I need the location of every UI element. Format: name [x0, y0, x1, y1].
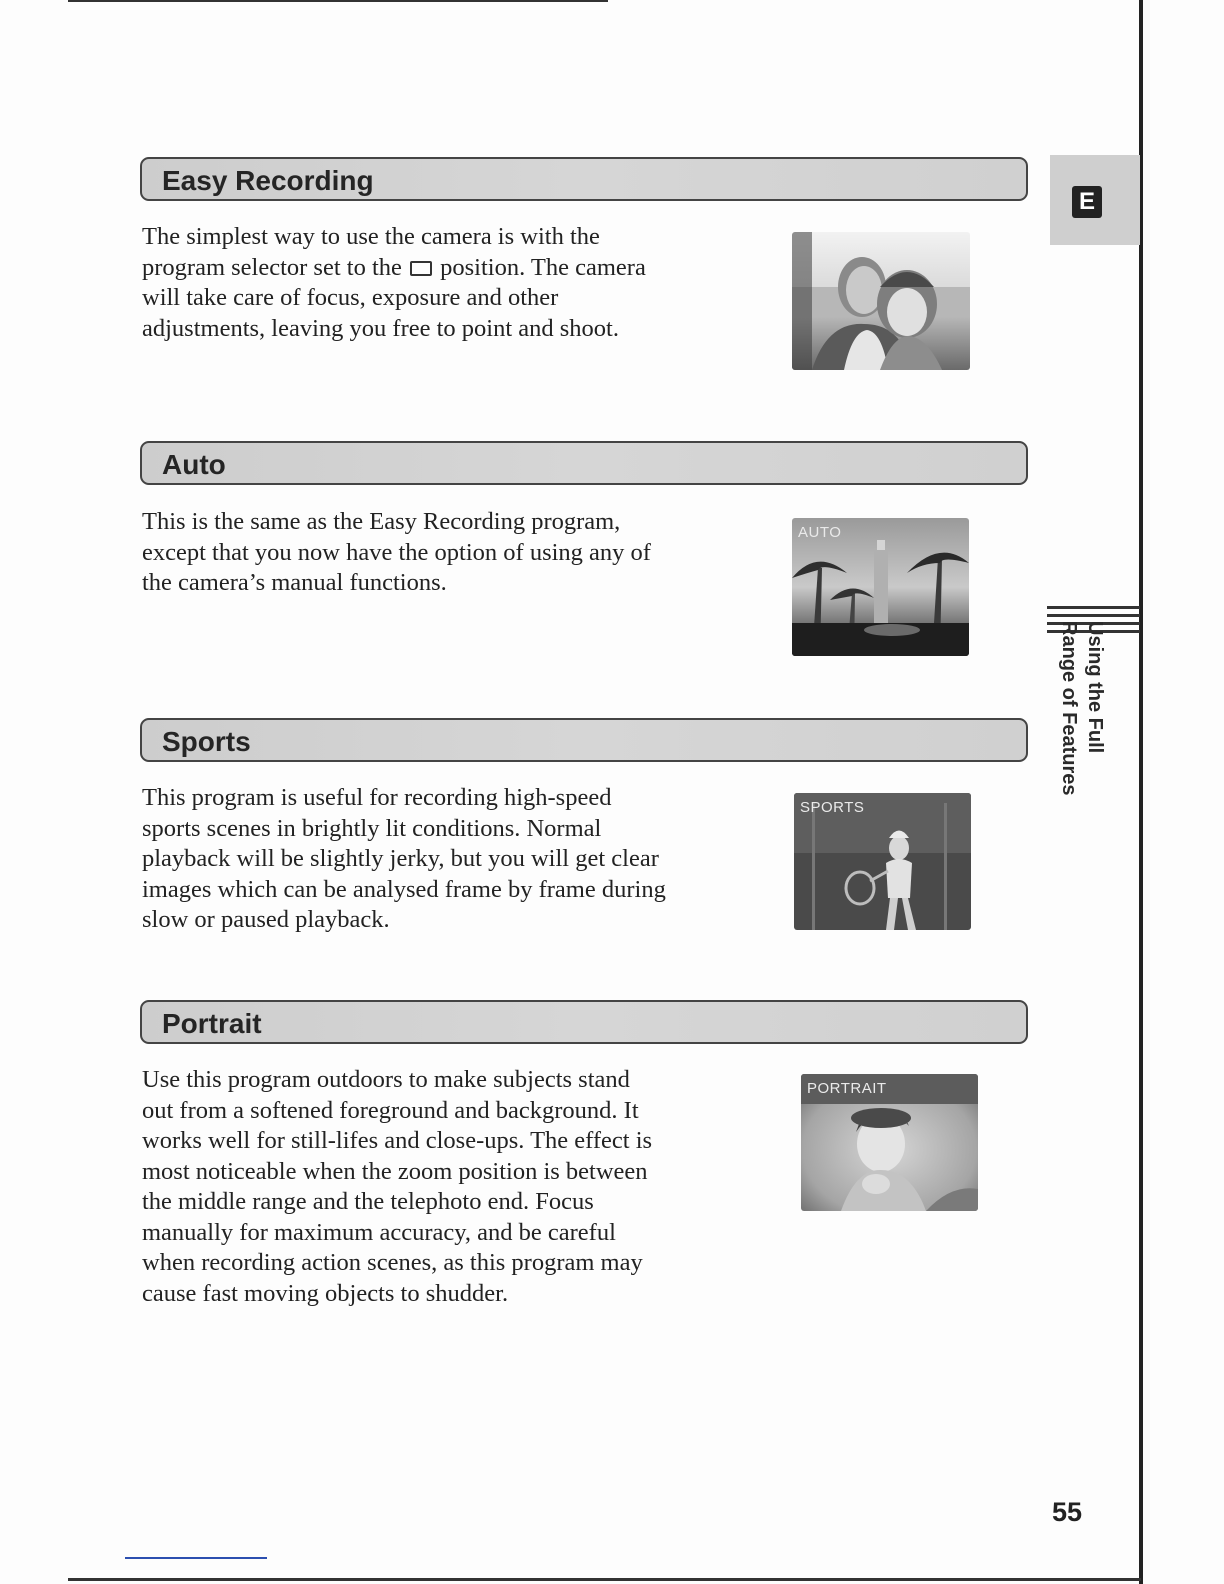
text-before-symbol: The simplest way to use the camera is with the program selector set to the: [142, 223, 600, 281]
bottom-rule: [68, 1578, 1141, 1581]
section-title: Auto: [162, 449, 226, 480]
text-after-symbol: position. The camera will take care of focus, exposure and other adjustments, leaving you free to point and shoot.: [142, 253, 646, 342]
chapter-tab: [1050, 155, 1140, 245]
photo-label-portrait: PORTRAIT: [807, 1080, 887, 1097]
section-header-portrait: [140, 1000, 1028, 1044]
section-text-auto: This is the same as the Easy Recording program, except that you now have the option of using any of the camera’s manual functions.: [142, 508, 651, 596]
page-number: 55: [1052, 1497, 1083, 1527]
chapter-letter: E: [1072, 186, 1102, 218]
blue-rule: [125, 1557, 267, 1559]
square-box-icon: [410, 261, 432, 276]
section-header-auto: [140, 441, 1028, 485]
section-text-portrait: Use this program outdoors to make subjects stand out from a softened foreground and background. It works well for still-lifes and close-ups. The effect is most noticeable when the zoom position is between the middle range and the telephoto end. Focus manually for maximum accuracy, and be careful when recording action scenes, as this program may cause fast moving objects to shudder.: [142, 1066, 653, 1307]
photo-label-sports: SPORTS: [800, 799, 865, 816]
section-title: Portrait: [162, 1008, 262, 1039]
photo-portrait: [801, 1074, 978, 1211]
top-rule: [68, 0, 608, 2]
photo-label-auto: AUTO: [798, 524, 842, 541]
section-title: Sports: [162, 726, 251, 757]
section-header-easy-recording: [140, 157, 1028, 201]
photo-auto: [792, 518, 969, 656]
chapter-caption-line1: Using the Full: [1084, 621, 1106, 754]
photo-sports: [794, 793, 971, 930]
photo-father-daughter: [792, 232, 970, 370]
section-header-sports: [140, 718, 1028, 762]
section-title: Easy Recording: [162, 165, 374, 196]
section-text-sports: This program is useful for recording high-speed sports scenes in brightly lit conditions. Normal playback will be slightly jerky, but you will get clear images which can be analysed frame by frame during slow or paused playback.: [142, 784, 666, 933]
photo-easy-recording: [792, 232, 970, 370]
section-text-easy-recording: [142, 222, 662, 344]
chapter-caption-line2: Range of Features: [1058, 621, 1080, 796]
chapter-caption: [1048, 621, 1108, 851]
